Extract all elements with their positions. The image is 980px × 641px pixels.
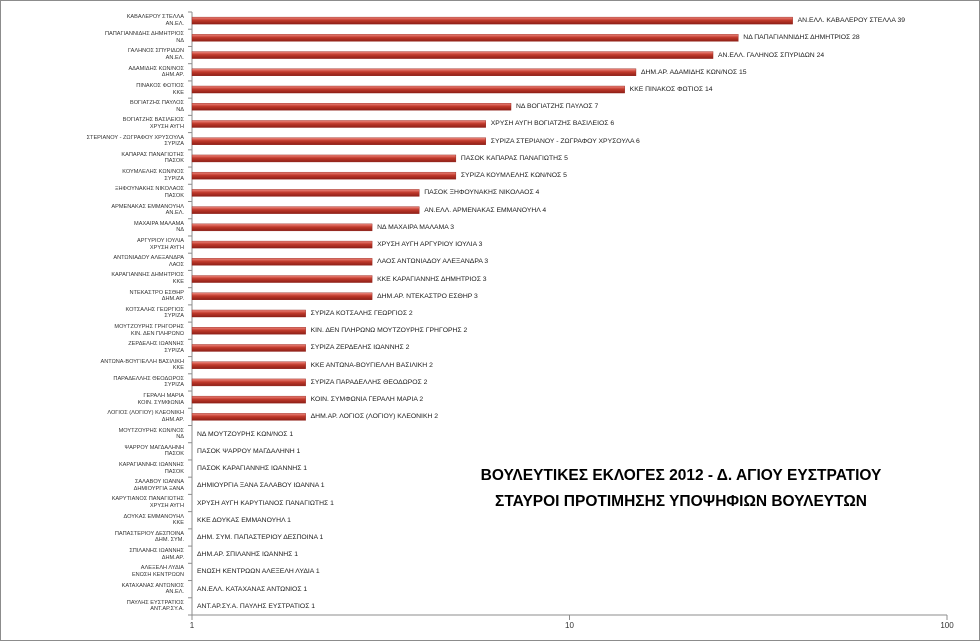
- data-label: ΚΚΕ ΠΙΝΑΚΟΣ ΦΩΤΙΟΣ 14: [629, 86, 713, 94]
- data-label: ΔΗΜ.ΑΡ. ΣΠΙΛΑΝΗΣ ΙΩΑΝΝΗΣ 1: [197, 551, 299, 559]
- bar: [192, 34, 738, 41]
- data-label: ΕΝΩΣΗ ΚΕΝΤΡΩΩΝ ΑΛΕΞΕΛΗ ΛΥΔΙΑ 1: [197, 568, 320, 576]
- bar: [192, 241, 372, 248]
- category-label: ΝΤΕΚΑΣΤΡΟ ΕΣΘΗΡ ΔΗΜ.ΑΡ.: [129, 289, 184, 303]
- data-label: ΧΡΥΣΗ ΑΥΓΗ ΑΡΓΥΡΙΟΥ ΙΟΥΛΙΑ 3: [377, 241, 483, 249]
- category-label: ΜΑΧΑΙΡΑ ΜΑΛΑΜΑ ΝΔ: [134, 220, 184, 234]
- bar: [192, 138, 486, 145]
- category-label: ΚΟΤΣΑΛΗΣ ΓΕΩΡΓΙΟΣ ΣΥΡΙΖΑ: [125, 306, 184, 320]
- category-label: ΠΑΠΑΓΙΑΝΝΙΔΗΣ ΔΗΜΗΤΡΙΟΣ ΝΔ: [104, 31, 184, 44]
- data-label: ΣΥΡΙΖΑ ΚΟΥΜΛΕΛΗΣ ΚΩΝ/ΝΟΣ 5: [460, 172, 567, 180]
- bar: [192, 120, 486, 127]
- data-label: ΚΚΕ ΚΑΡΑΓΙΑΝΝΗΣ ΔΗΜΗΤΡΙΟΣ 3: [377, 275, 487, 283]
- category-label: ΑΛΕΞΕΛΗ ΛΥΔΙΑ ΕΝΩΣΗ ΚΕΝΤΡΩΩΝ: [131, 565, 184, 578]
- bar: [192, 52, 713, 59]
- bar: [192, 17, 793, 24]
- bar: [192, 327, 306, 334]
- category-label: ΑΝΤΩΝΑ-ΒΟΥΓΙΕΛΛΗ ΒΑΣΙΛΙΚΗ ΚΚΕ: [100, 358, 184, 372]
- bar: [192, 396, 306, 403]
- bar: [192, 413, 306, 420]
- category-label: ΒΟΓΙΑΤΖΗΣ ΒΑΣΙΛΕΙΟΣ ΧΡΥΣΗ ΑΥΓΗ: [122, 117, 184, 130]
- data-label: ΑΝ.ΕΛΛ. ΑΡΜΕΝΑΚΑΣ ΕΜΜΑΝΟΥΗΛ 4: [424, 206, 547, 214]
- data-label: ΑΝΤ.ΑΡ.ΣΥ.Α. ΠΑΥΛΗΣ ΕΥΣΤΡΑΤΙΟΣ 1: [197, 602, 316, 610]
- data-label: ΚΚΕ ΑΝΤΩΝΑ-ΒΟΥΓΙΕΛΛΗ ΒΑΣΙΛΙΚΗ 2: [310, 361, 433, 369]
- data-label: ΧΡΥΣΗ ΑΥΓΗ ΚΑΡΥΤΙΑΝΟΣ ΠΑΝΑΓΙΩΤΗΣ 1: [197, 499, 334, 507]
- category-label: ΓΑΛΗΝΟΣ ΣΠΥΡΙΔΩΝ ΑΝ.ΕΛ.: [128, 48, 184, 62]
- data-label: ΣΥΡΙΖΑ ΠΑΡΑΔΕΛΛΗΣ ΘΕΟΔΩΡΟΣ 2: [310, 378, 428, 386]
- bar: [192, 224, 372, 231]
- bar: [192, 69, 636, 76]
- data-label: ΠΑΣΟΚ ΚΑΠΑΡΑΣ ΠΑΝΑΓΙΩΤΗΣ 5: [460, 154, 568, 162]
- category-label: ΖΕΡΔΕΛΗΣ ΙΩΑΝΝΗΣ ΣΥΡΙΖΑ: [128, 341, 184, 354]
- data-label: ΔΗΜ.ΑΡ. ΝΤΕΚΑΣΤΡΟ ΕΣΘΗΡ 3: [377, 292, 478, 300]
- bar: [192, 258, 372, 265]
- bar: [192, 86, 625, 93]
- data-label: ΝΔ ΒΟΓΙΑΤΖΗΣ ΠΑΥΛΟΣ 7: [516, 103, 599, 111]
- data-label: ΣΥΡΙΖΑ ΚΟΤΣΑΛΗΣ ΓΕΩΡΓΙΟΣ 2: [310, 310, 413, 317]
- data-label: ΔΗΜ.ΑΡ. ΑΔΑΜΙΔΗΣ ΚΩΝ/ΝΟΣ 15: [640, 68, 747, 76]
- data-label: ΚΚΕ ΔΟΥΚΑΣ ΕΜΜΑΝΟΥΗΛ 1: [197, 516, 291, 524]
- data-label: ΣΥΡΙΖΑ ΖΕΡΔΕΛΗΣ ΙΩΑΝΝΗΣ 2: [310, 344, 410, 352]
- category-label: ΛΟΓΙΟΣ (ΛΟΓΙΟΥ) ΚΛΕΟΝΙΚΗ ΔΗΜ.ΑΡ.: [107, 410, 184, 423]
- category-label: ΚΑΠΑΡΑΣ ΠΑΝΑΓΙΩΤΗΣ ΠΑΣΟΚ: [121, 151, 184, 165]
- category-label: ΠΙΝΑΚΟΣ ΦΩΤΙΟΣ ΚΚΕ: [136, 82, 184, 96]
- category-label: ΑΡΜΕΝΑΚΑΣ ΕΜΜΑΝΟΥΗΛ ΑΝ.ΕΛ.: [111, 203, 184, 217]
- bar: [192, 103, 511, 110]
- category-label: ΣΑΛΑΒΟΥ ΙΩΑΝΝΑ ΔΗΜΙΟΥΡΓΙΑ ΞΑΝΑ: [133, 479, 184, 492]
- category-label: ΓΕΡΑΛΗ ΜΑΡΙΑ ΚΟΙΝ. ΣΥΜΦΩΝΙΑ: [137, 393, 184, 406]
- bar: [192, 362, 306, 369]
- category-label: ΨΑΡΡΟΥ ΜΑΓΔΑΛΗΝΗ ΠΑΣΟΚ: [124, 444, 184, 458]
- x-tick-label: 100: [940, 621, 954, 630]
- category-label: ΚΑΒΑΛΕΡΟΥ ΣΤΕΛΛΑ ΑΝ.ΕΛ.: [126, 14, 184, 27]
- data-label: ΑΝ.ΕΛΛ. ΓΑΛΗΝΟΣ ΣΠΥΡΙΔΩΝ 24: [718, 51, 825, 59]
- bar: [192, 293, 372, 300]
- data-label: ΣΥΡΙΖΑ ΣΤΕΡΙΑΝΟΥ - ΖΩΓΡΑΦΟΥ ΧΡΥΣΟΥΛΑ 6: [490, 137, 640, 145]
- category-label: ΣΠΙΛΑΝΗΣ ΙΩΑΝΝΗΣ ΔΗΜ.ΑΡ.: [129, 548, 184, 561]
- data-label: ΚΟΙΝ. ΣΥΜΦΩΝΙΑ ΓΕΡΑΛΗ ΜΑΡΙΑ 2: [310, 396, 424, 404]
- bar: [192, 172, 456, 179]
- category-label: ΚΑΡΥΤΙΑΝΟΣ ΠΑΝΑΓΙΩΤΗΣ ΧΡΥΣΗ ΑΥΓΗ: [111, 496, 184, 509]
- data-label: ΝΔ ΜΑΧΑΙΡΑ ΜΑΛΑΜΑ 3: [377, 223, 455, 231]
- bar: [192, 207, 419, 214]
- x-tick-label: 1: [189, 621, 195, 630]
- bar: [192, 310, 306, 317]
- data-label: ΠΑΣΟΚ ΨΑΡΡΟΥ ΜΑΓΔΑΛΗΝΗ 1: [197, 447, 301, 455]
- chart-title: ΒΟΥΛΕΥΤΙΚΕΣ ΕΚΛΟΓΕΣ 2012 - Δ. ΑΓΙΟΥ ΕΥΣΤΡΑΤΙΟΥ ΣΤΑΥΡΟΙ ΠΡΟΤΙΜΗΣΗΣ ΥΠΟΨΗΦΙΩΝ ΒΟΥΛΕΥΤΩΝ: [480, 467, 882, 510]
- bar: [192, 276, 372, 283]
- category-label: ΔΟΥΚΑΣ ΕΜΜΑΝΟΥΗΛ ΚΚΕ: [123, 513, 184, 527]
- data-label: ΠΑΣΟΚ ΚΑΡΑΓΙΑΝΝΗΣ ΙΩΑΝΝΗΣ 1: [197, 465, 308, 473]
- category-label: ΑΝΤΩΝΙΑΔΟΥ ΑΛΕΞΑΝΔΡΑ ΛΑΟΣ: [113, 255, 184, 268]
- data-label: ΔΗΜΙΟΥΡΓΙΑ ΞΑΝΑ ΣΑΛΑΒΟΥ ΙΩΑΝΝΑ 1: [197, 482, 325, 490]
- data-label: ΝΔ ΠΑΠΑΓΙΑΝΝΙΔΗΣ ΔΗΜΗΤΡΙΟΣ 28: [743, 34, 860, 42]
- category-label: ΚΑΤΑΧΑΝΑΣ ΑΝΤΩΝΙΟΣ ΑΝ.ΕΛ.: [121, 582, 184, 596]
- category-label: ΒΟΓΙΑΤΖΗΣ ΠΑΥΛΟΣ ΝΔ: [129, 100, 184, 113]
- category-label: ΚΟΥΜΛΕΛΗΣ ΚΩΝ/ΝΟΣ ΣΥΡΙΖΑ: [122, 169, 184, 182]
- category-label: ΜΟΥΤΖΟΥΡΗΣ ΚΩΝ/ΝΟΣ ΝΔ: [118, 427, 184, 441]
- category-label: ΜΟΥΤΖΟΥΡΗΣ ΓΡΗΓΟΡΗΣ ΚΙΝ. ΔΕΝ ΠΛΗΡΩΝΩ: [114, 324, 184, 337]
- data-label: ΔΗΜ. ΣΥΜ. ΠΑΠΑΣΤΕΡΙΟΥ ΔΕΣΠΟΙΝΑ 1: [197, 533, 324, 541]
- data-label: ΠΑΣΟΚ ΞΗΦΟΥΝΑΚΗΣ ΝΙΚΟΛΑΟΣ 4: [424, 189, 540, 197]
- category-label: ΑΔΑΜΙΔΗΣ ΚΩΝ/ΝΟΣ ΔΗΜ.ΑΡ.: [128, 65, 184, 79]
- category-label: ΠΑΡΑΔΕΛΛΗΣ ΘΕΟΔΩΡΟΣ ΣΥΡΙΖΑ: [113, 375, 184, 389]
- category-label: ΣΤΕΡΙΑΝΟΥ - ΖΩΓΡΑΦΟΥ ΧΡΥΣΟΥΛΑ ΣΥΡΙΖΑ: [86, 134, 184, 148]
- bar: [192, 155, 456, 162]
- data-label: ΑΝ.ΕΛΛ. ΚΑΤΑΧΑΝΑΣ ΑΝΤΩΝΙΟΣ 1: [197, 585, 308, 593]
- x-tick-label: 10: [565, 621, 574, 630]
- data-label: ΑΝ.ΕΛΛ. ΚΑΒΑΛΕΡΟΥ ΣΤΕΛΛΑ 39: [797, 17, 906, 25]
- data-label: ΛΑΟΣ ΑΝΤΩΝΙΑΔΟΥ ΑΛΕΞΑΝΔΡΑ 3: [377, 258, 489, 266]
- category-label: ΚΑΡΑΓΙΑΝΝΗΣ ΔΗΜΗΤΡΙΟΣ ΚΚΕ: [111, 272, 184, 286]
- bar: [192, 189, 419, 196]
- data-label: ΝΔ ΜΟΥΤΖΟΥΡΗΣ ΚΩΝ/ΝΟΣ 1: [197, 430, 294, 438]
- category-label: ΠΑΠΑΣΤΕΡΙΟΥ ΔΕΣΠΟΙΝΑ ΔΗΜ. ΣΥΜ.: [114, 530, 184, 544]
- bar: [192, 379, 306, 386]
- data-label: ΧΡΥΣΗ ΑΥΓΗ ΒΟΓΙΑΤΖΗΣ ΒΑΣΙΛΕΙΟΣ 6: [490, 120, 615, 128]
- data-label: ΔΗΜ.ΑΡ. ΛΟΓΙΟΣ (ΛΟΓΙΟΥ) ΚΛΕΟΝΙΚΗ 2: [310, 413, 439, 421]
- category-label: ΑΡΓΥΡΙΟΥ ΙΟΥΛΙΑ ΧΡΥΣΗ ΑΥΓΗ: [137, 237, 184, 251]
- category-label: ΚΑΡΑΓΙΑΝΝΗΣ ΙΩΑΝΝΗΣ ΠΑΣΟΚ: [118, 461, 184, 475]
- category-label: ΠΑΥΛΗΣ ΕΥΣΤΡΑΤΙΟΣ ΑΝΤ.ΑΡ.ΣΥ.Α.: [126, 599, 184, 613]
- bar: [192, 344, 306, 351]
- plot-area: [1, 1, 979, 640]
- category-label: ΞΗΦΟΥΝΑΚΗΣ ΝΙΚΟΛΑΟΣ ΠΑΣΟΚ: [114, 186, 184, 199]
- data-label: ΚΙΝ. ΔΕΝ ΠΛΗΡΩΝΩ ΜΟΥΤΖΟΥΡΗΣ ΓΡΗΓΟΡΗΣ 2: [310, 327, 468, 335]
